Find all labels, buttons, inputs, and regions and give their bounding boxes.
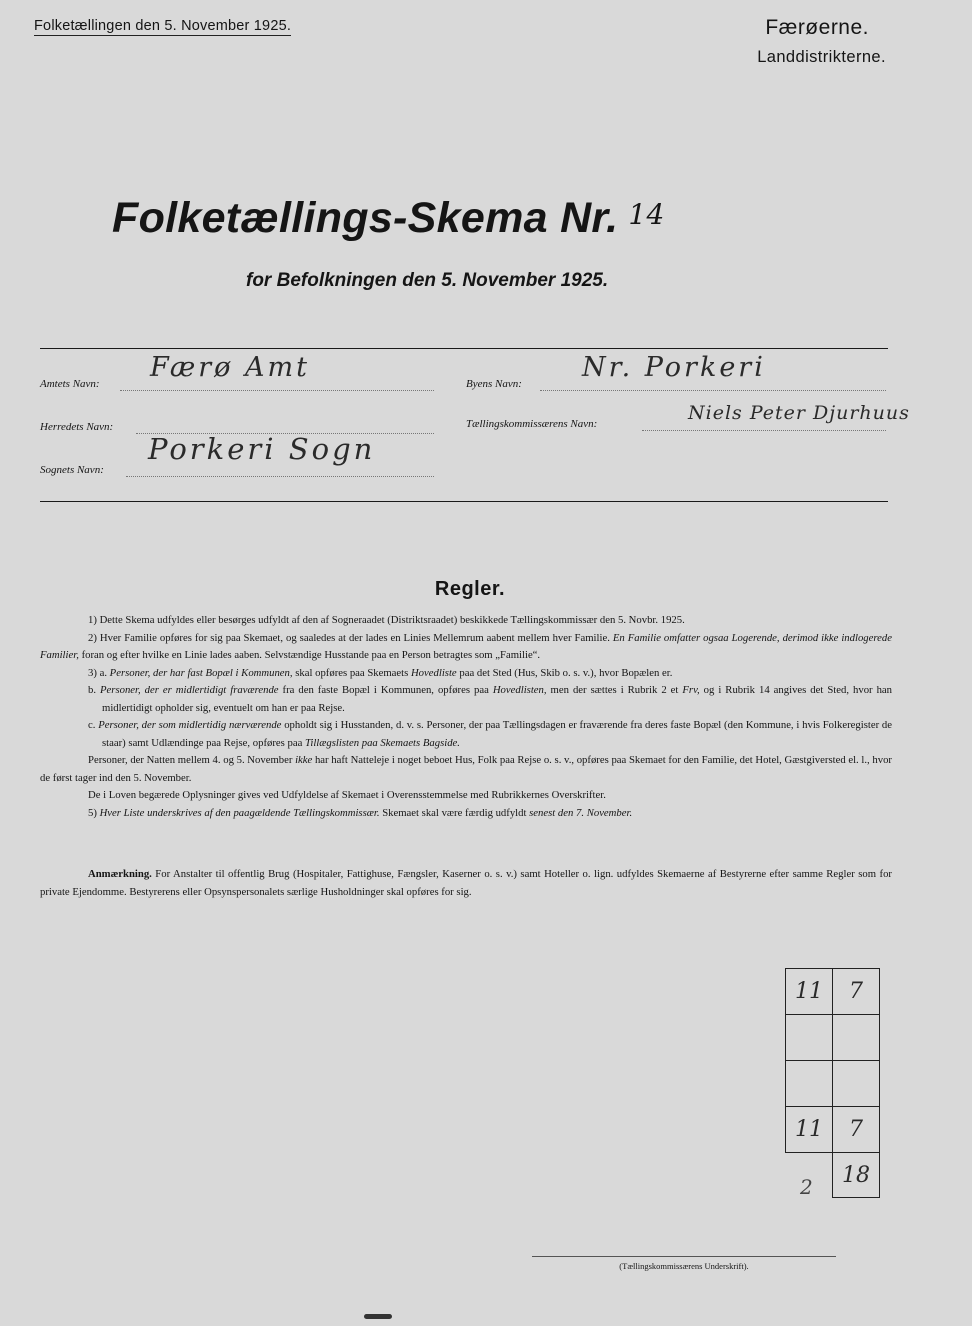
tally-cell[interactable]: 11 — [786, 1107, 833, 1153]
kommissaer-label: Tællingskommissærens Navn: — [466, 418, 598, 430]
by-label: Byens Navn: — [466, 378, 522, 390]
region-header: Færøerne. — [765, 16, 869, 39]
kommissaer-value[interactable]: Niels Peter Djurhuus — [688, 402, 910, 424]
bottom-divider — [40, 501, 888, 502]
remark-text: For Anstalter til offentlig Brug (Hospitaler, Fattighuse, Fængsler, Kaserner o. s. v.) samt Hoteller o. lign. udfyldes Skemaerne af Bestyrerne efter samme Regler som for private Ejendomme. Bestyrerens eller Opsynspersonalets særlige Husholdninger skal opføres for sig. — [40, 868, 892, 898]
tally-row — [786, 1107, 880, 1153]
form-title — [112, 194, 665, 243]
rule-3c: c. Personer, der som midlertidig nærværende opholdt sig i Husstanden, d. v. s. Personer, der paa Tællingsdagen er fraværende fra deres faste Bopæl (den Kommune, i hvis Folkeregister de staar) samt Udlændinge paa Rejse, opføres paa Tillægslisten paa Skemaets Bagside. — [88, 719, 893, 749]
tally-margin-note: 2 — [800, 1175, 813, 1199]
rule-6: 5) Hver Liste underskrives af den paagældende Tællingskommissær. Skemaet skal være færdig udfyldt senest den 7. November. — [88, 806, 633, 819]
amt-label: Amtets Navn: — [40, 378, 100, 390]
herred-label: Herredets Navn: — [40, 421, 114, 433]
tally-cell[interactable]: 11 — [786, 969, 833, 1015]
ink-blot — [364, 1314, 392, 1319]
tally-cell[interactable]: 18 — [833, 1153, 880, 1198]
tally-cell[interactable] — [833, 1061, 880, 1107]
form-subtitle: for Befolkningen den 5. November 1925. — [246, 270, 609, 291]
by-value[interactable]: Nr. Porkeri — [582, 352, 766, 383]
form-title-text: Folketællings-Skema Nr. — [112, 194, 619, 242]
tally-cell[interactable]: 7 — [833, 969, 880, 1015]
rule-3a: 3) a. Personer, der har fast Bopæl i Kommunen, skal opføres paa Skemaets Hovedliste paa det Sted (Hus, Skib o. s. v.), hvor Bopælen er. — [88, 666, 673, 679]
sogn-line — [126, 476, 434, 477]
district-header: Landdistrikterne. — [757, 48, 886, 66]
rule-1: 1) Dette Skema udfyldes eller besørges udfyldt af den af Sogneraadet (Distriktsraadet) beskikkede Tællingskommissær den 5. Novbr. 1925. — [88, 614, 685, 626]
rule-2: 2) Hver Familie opføres for sig paa Skemaet, og saaledes at der lades en Linies Mellemrum aabent mellem hver Familie. En Familie omfatter ogsaa Logerende, derimod ikke indlogerede Familier, foran og efter hvilke en Linie lades aaben. Selvstændige Husstande paa en Person betragtes som „Familie“. — [40, 631, 892, 661]
kommissaer-line — [642, 430, 886, 431]
rule-5: De i Loven begærede Oplysninger gives ved Udfyldelse af Skemaet i Overensstemmelse med Rubrikkernes Overskrifter. — [88, 789, 606, 801]
sogn-label: Sognets Navn: — [40, 464, 104, 476]
rules-body — [40, 612, 892, 822]
top-divider — [40, 348, 888, 349]
form-number-handwritten: 14 — [628, 198, 665, 231]
tally-cell[interactable]: 7 — [833, 1107, 880, 1153]
rule-3b: b. Personer, der er midlertidigt fraværende fra den faste Bopæl i Kommunen, opføres paa Hovedlisten, men der sættes i Rubrik 2 et Frv, og i Rubrik 14 angives det Sted, hvor han midlertidigt opholder sig, eventuelt om han er paa Rejse. — [88, 684, 893, 714]
tally-table — [785, 968, 880, 1198]
sogn-value[interactable]: Porkeri Sogn — [148, 432, 376, 466]
amt-line — [120, 390, 434, 391]
signature-line[interactable] — [532, 1256, 836, 1257]
tally-row — [786, 1015, 880, 1061]
amt-value[interactable]: Færø Amt — [150, 352, 310, 383]
tally-cell[interactable] — [786, 1061, 833, 1107]
tally-cell[interactable] — [833, 1015, 880, 1061]
signature-label: (Tællingskommissærens Underskrift). — [619, 1261, 749, 1271]
tally-row — [786, 1061, 880, 1107]
remark-label: Anmærkning. — [88, 868, 152, 880]
tally-cell[interactable] — [786, 1015, 833, 1061]
rule-4: Personer, der Natten mellem 4. og 5. November ikke har haft Natteleje i noget beboet Hus, Folk paa Rejse o. s. v., opføres paa Skemaet for den Familie, det Hotel, Gæstgiversted el. l., hvor de først tager ind den 5. November. — [40, 754, 892, 784]
census-date-header: Folketællingen den 5. November 1925. — [34, 18, 292, 34]
rules-heading: Regler. — [434, 578, 506, 600]
tally-row — [786, 969, 880, 1015]
remark-paragraph — [40, 866, 892, 901]
by-line — [540, 390, 886, 391]
